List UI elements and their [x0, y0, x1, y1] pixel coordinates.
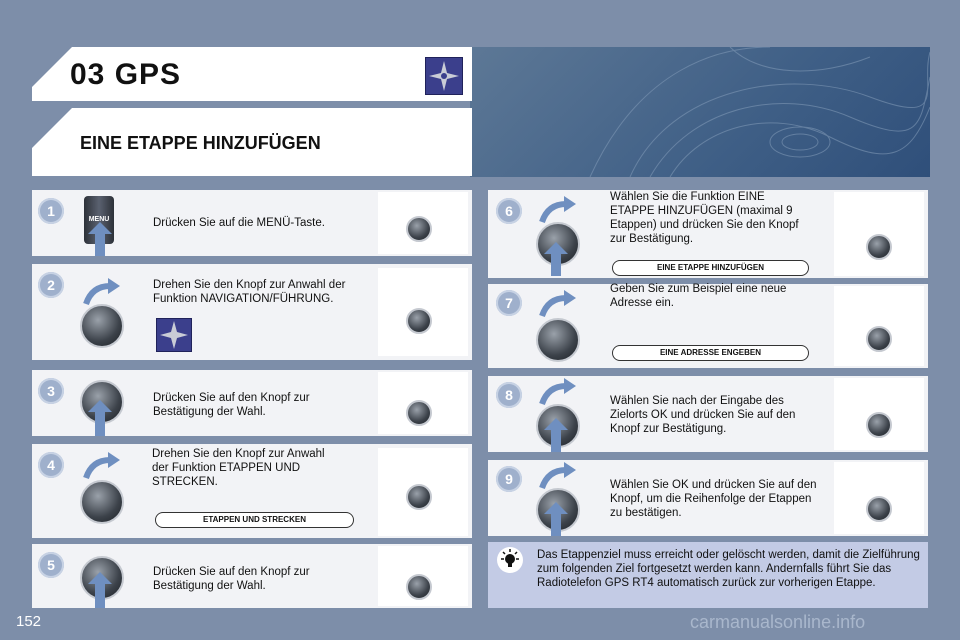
step-text: Geben Sie zum Beispiel eine neue Adresse ein.	[610, 283, 787, 309]
step-number-badge: 2	[38, 272, 64, 298]
note-text: Das Etappenziel muss erreicht oder gelöscht werden, damit die Zielführung zum folgenden Ziel fortgesetzt werden kann. Andernfalls führt Sie das Radiotelefon GPS RT4 automatisch zurück zur vorherigen Etappe.	[537, 549, 920, 589]
console-knob-icon	[866, 234, 892, 260]
rotary-knob-icon	[80, 480, 124, 524]
section-title: EINE ETAPPE HINZUFÜGEN	[80, 133, 321, 153]
topographic-header-background	[470, 47, 930, 177]
console-knob-icon	[406, 216, 432, 242]
rotate-arrow-icon	[82, 452, 122, 482]
chapter-title: 03 GPS	[70, 58, 182, 91]
step-text: Wählen Sie die Funktion EINE ETAPPE HINZUFÜGEN (maximal 9 Etappen) und drücken Sie den Knopf zur Bestätigung.	[610, 191, 799, 245]
console-knob-icon	[866, 326, 892, 352]
console-knob-icon	[406, 484, 432, 510]
press-arrow-icon	[88, 222, 112, 256]
step-number-badge: 9	[496, 466, 522, 492]
press-arrow-icon	[544, 502, 568, 536]
menu-button-icon: MENU	[84, 196, 114, 244]
console-knob-icon	[406, 400, 432, 426]
rotate-arrow-icon	[538, 290, 578, 320]
step-text: Drücken Sie auf den Knopf zur Bestätigung der Wahl.	[153, 566, 310, 592]
press-arrow-icon	[88, 400, 112, 436]
menu-item-pill: EINE ETAPPE HINZUFÜGEN	[612, 260, 809, 276]
step-text: Wählen Sie OK und drücken Sie auf den Knopf, um die Reihenfolge der Etappen zu bestätigen.	[610, 479, 817, 519]
step-text: Drehen Sie den Knopf zur Anwahl der Funktion NAVIGATION/FÜHRUNG.	[153, 279, 346, 305]
watermark: carmanualsonline.info	[690, 612, 866, 632]
step-number-badge: 8	[496, 382, 522, 408]
console-knob-icon	[866, 496, 892, 522]
step-number-badge: 6	[496, 198, 522, 224]
navigation-icon	[156, 318, 192, 352]
gps-cross-icon	[425, 57, 463, 95]
step-number-badge: 1	[38, 198, 64, 224]
step-text: Drücken Sie auf die MENÜ-Taste.	[153, 217, 325, 229]
menu-item-pill: ETAPPEN UND STRECKEN	[155, 512, 354, 528]
step-number-badge: 5	[38, 552, 64, 578]
console-knob-icon	[866, 412, 892, 438]
step-text: Drücken Sie auf den Knopf zur Bestätigung der Wahl.	[153, 392, 310, 418]
press-arrow-icon	[88, 572, 112, 608]
menu-item-pill: EINE ADRESSE ENGEBEN	[612, 345, 809, 361]
step-text: Wählen Sie nach der Eingabe des Zielorts OK und drücken Sie auf den Knopf zur Bestätigung.	[610, 395, 796, 435]
console-knob-icon	[406, 574, 432, 600]
page-number: 152	[16, 613, 42, 630]
step-number-badge: 7	[496, 290, 522, 316]
press-arrow-icon	[544, 418, 568, 452]
console-knob-icon	[406, 308, 432, 334]
step-text: Drehen Sie den Knopf zur Anwahl der Funktion ETAPPEN UND STRECKEN.	[152, 448, 325, 488]
lightbulb-icon	[497, 547, 523, 573]
rotary-knob-icon	[536, 318, 580, 362]
step-number-badge: 4	[38, 452, 64, 478]
press-arrow-icon	[544, 242, 568, 276]
rotary-knob-icon	[80, 304, 124, 348]
step-number-badge: 3	[38, 378, 64, 404]
